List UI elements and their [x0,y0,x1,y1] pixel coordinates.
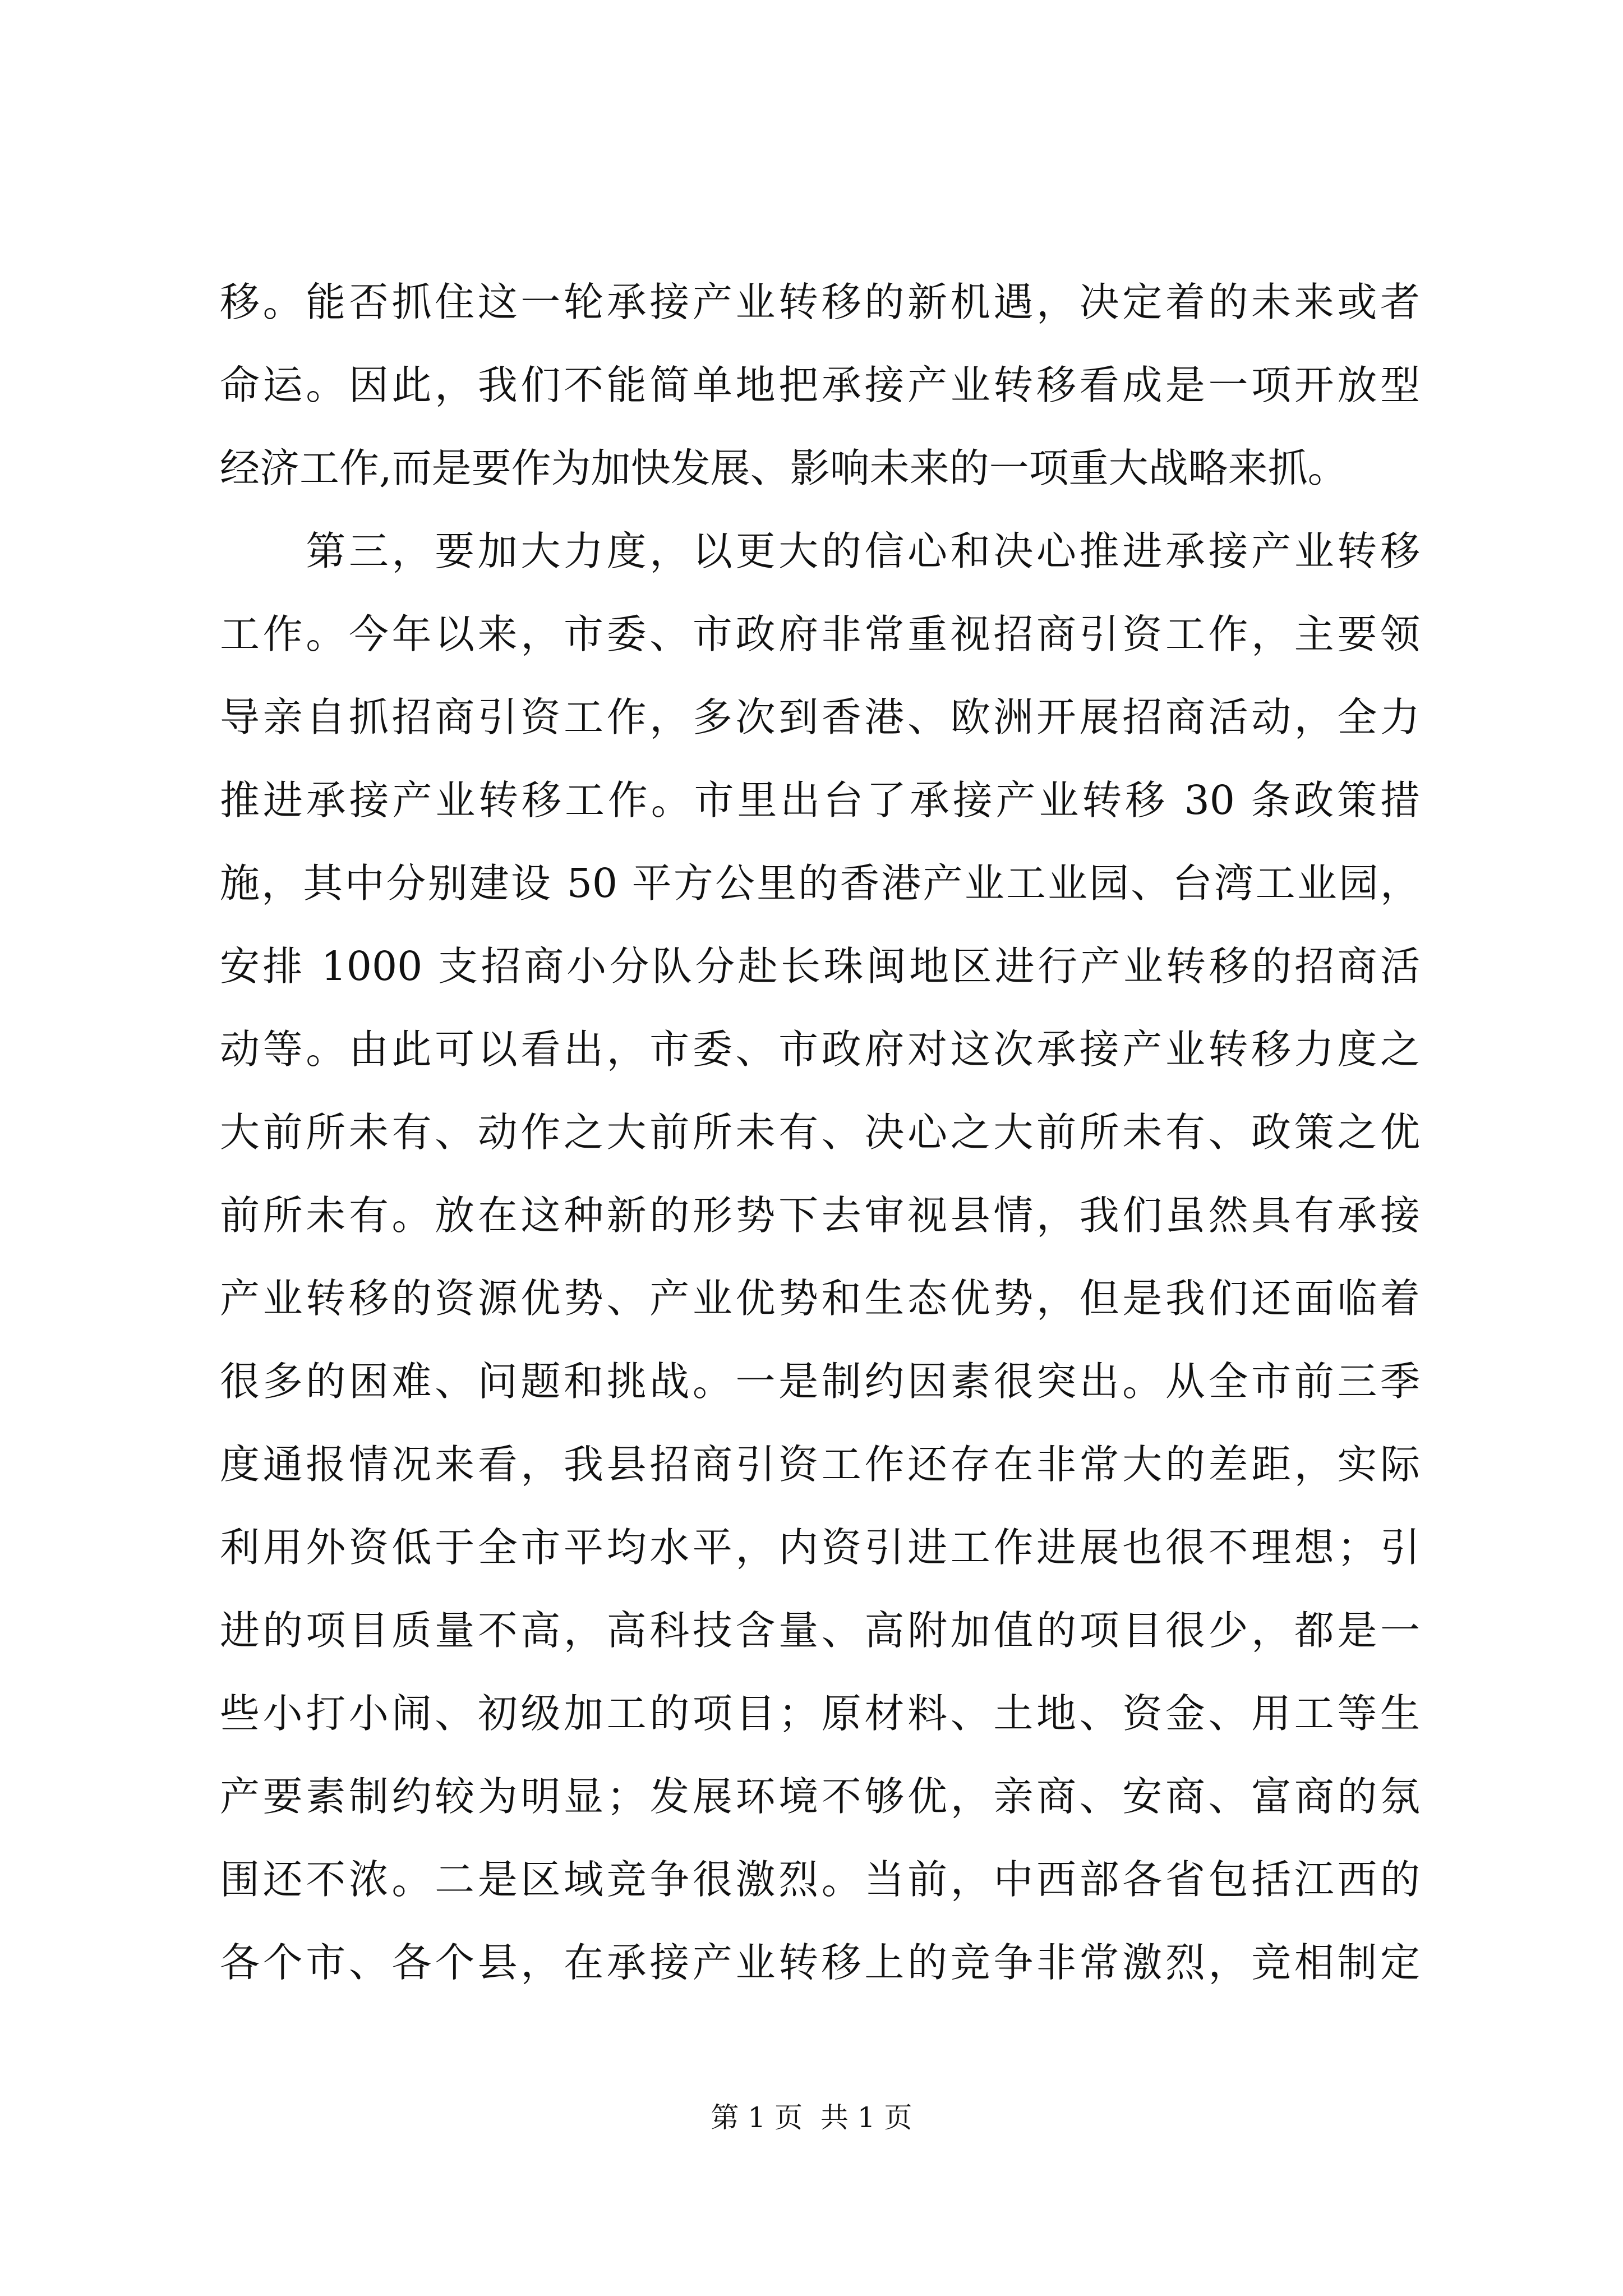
text-line: 度通报情况来看，我县招商引资工作还存在非常大的差距，实际 [220,1441,1420,1488]
text-line: 各个市、各个县，在承接产业转移上的竞争非常激烈，竞相制定 [220,1939,1420,1986]
text-line: 移。能否抓住这一轮承接产业转移的新机遇，决定着的未来或者 [220,279,1420,325]
document-body [220,261,1420,2004]
text-line: 推进承接产业转移工作。市里出台了承接产业转移 30 条政策措 [220,777,1420,823]
text-line: 些小打小闹、初级加工的项目；原材料、土地、资金、用工等生 [220,1690,1420,1737]
text-line: 导亲自抓招商引资工作，多次到香港、欧洲开展招商活动，全力 [220,694,1420,740]
text-line: 产要素制约较为明显；发展环境不够优，亲商、安商、富商的氛 [220,1773,1420,1820]
text-line: 前所未有。放在这种新的形势下去审视县情，我们虽然具有承接 [220,1192,1420,1239]
text-line: 利用外资低于全市平均水平，内资引进工作进展也很不理想；引 [220,1524,1420,1571]
text-line: 命运。因此，我们不能简单地把承接产业转移看成是一项开放型 [220,362,1420,408]
page-number-footer: 第 1 页 共 1 页 [711,2101,912,2134]
text-line: 进的项目质量不高，高科技含量、高附加值的项目很少，都是一 [220,1607,1420,1654]
text-line: 动等。由此可以看出，市委、市政府对这次承接产业转移力度之 [220,1026,1420,1073]
text-line: 安排 1000 支招商小分队分赴长珠闽地区进行产业转移的招商活 [220,943,1420,990]
text-line: 产业转移的资源优势、产业优势和生态优势，但是我们还面临着 [220,1275,1420,1322]
text-line: 围还不浓。二是区域竞争很激烈。当前，中西部各省包括江西的 [220,1856,1420,1903]
text-line: 第三，要加大力度，以更大的信心和决心推进承接产业转移 [220,528,1420,574]
text-line: 施，其中分别建设 50 平方公里的香港产业工业园、台湾工业园， [220,860,1420,907]
text-line: 经济工作,而是要作为加快发展、影响未来的一项重大战略来抓。 [220,445,1348,491]
text-line: 大前所未有、动作之大前所未有、决心之大前所未有、政策之优 [220,1109,1420,1156]
text-line: 很多的困难、问题和挑战。一是制约因素很突出。从全市前三季 [220,1358,1420,1405]
text-line: 工作。今年以来，市委、市政府非常重视招商引资工作，主要领 [220,611,1420,657]
